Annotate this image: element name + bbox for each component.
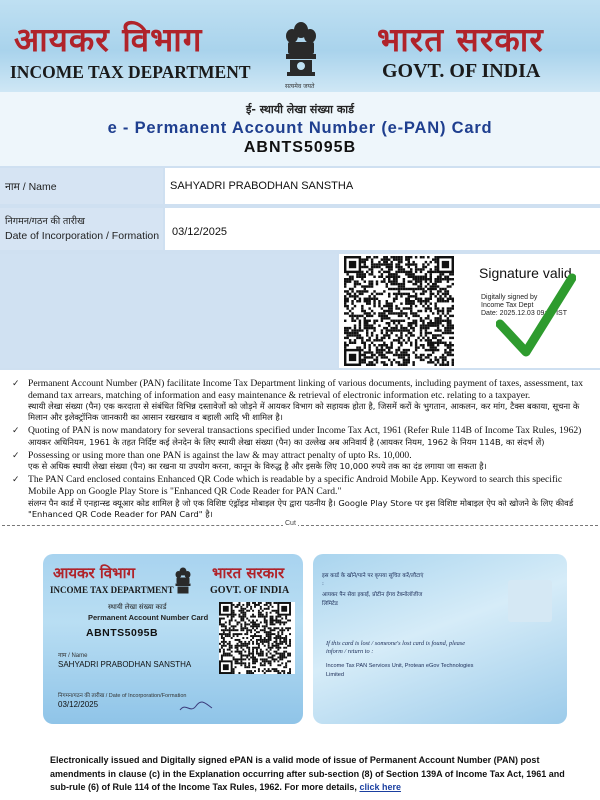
signature-line-3: Date: 2025.12.03 09:51 IST (481, 310, 568, 317)
card-back-english (326, 640, 476, 679)
signature-status: Signature valid (479, 265, 572, 281)
cut-line (2, 525, 598, 526)
govt-hindi: भारत सरकार (377, 20, 544, 59)
epan-title: e - Permanent Account Number (e-PAN) Card (107, 119, 493, 137)
card-back-english-address: Income Tax PAN Services Unit, Protean eGov Technologies Limited (326, 663, 474, 678)
card-govt-english: GOVT. OF INDIA (210, 585, 290, 596)
note-item (10, 378, 592, 423)
name-value: SAHYADRI PRABODHAN SANSTHA (170, 180, 354, 192)
note-hindi: संलग्न पैन कार्ड में एनहान्स्ड क्यूआर कोड शामिल है जो एक विशिष्ट एंड्रॉइड मोबाइल ऐप द्वारा पठनीय है। Google Play Store पर इस विशिष्ट मोबाइल ऐप को खोजने के लिए कीवर्ड "Enhanced QR Code Reader for PAN Card" है। (28, 497, 574, 519)
card-name-label: नाम / Name (58, 653, 88, 659)
card-back-english-lost: If this card is lost / someone's lost card is found, please inform / return to : (326, 640, 466, 656)
note-item (10, 474, 592, 519)
checkmark-icon (496, 272, 576, 358)
click-here-link[interactable]: click here (359, 782, 401, 792)
note-hindi: आयकर अधिनियम, 1961 के तहत निर्दिष्ट कई लेनदेन के लिए स्थायी लेखा संख्या (पैन) का उल्लेख अब अनिवार्य है (आयकर नियम, 1962 के नियम 114B, का संदर्भ लें) (28, 436, 545, 447)
card-back-hindi-lost: इस कार्ड के खोने/पाने पर कृपया सूचित करें/लौटाएं : (322, 573, 424, 588)
date-value: 03/12/2025 (172, 226, 228, 238)
note-english: Quoting of PAN is now mandatory for several transactions specified under Income Tax Act, 1961 (Refer Rule 114B of Income Tax Rules, 1962) (28, 425, 582, 437)
card-qr-code (219, 602, 295, 674)
card-back-hindi (322, 572, 426, 608)
card-back-hindi-address: आयकर पैन सेवा इकाई, प्रोटीन ईगव टेक्नोलॉजीज लिमिटेड (322, 592, 423, 607)
check-bullet-icon: ✓ (12, 425, 20, 436)
note-item (10, 425, 592, 448)
dept-hindi: आयकर विभाग (14, 20, 203, 59)
card-date-label: निगमन/गठन की तारीख / Date of Incorporation/Formation (58, 693, 187, 699)
check-bullet-icon: ✓ (12, 378, 20, 388)
qr-code (344, 256, 456, 366)
card-title-english: Permanent Account Number Card (88, 613, 209, 622)
card-name-value: SAHYADRI PRABODHAN SANSTHA (58, 660, 192, 669)
card-dept-english: INCOME TAX DEPARTMENT (50, 585, 174, 595)
check-bullet-icon: ✓ (12, 449, 20, 460)
card-signature-mark (178, 700, 214, 714)
footer-note (50, 754, 570, 795)
signature-line-1: Digitally signed by (481, 294, 538, 301)
card-dept-hindi: आयकर विभाग (53, 564, 136, 582)
signature-line-2: Income Tax Dept (481, 302, 534, 309)
card-title-hindi: स्थायी लेखा संख्या कार्ड (108, 604, 167, 611)
govt-english: GOVT. OF INDIA (382, 60, 541, 82)
card-govt-hindi: भारत सरकार (212, 564, 285, 582)
note-hindi: एक से अधिक स्थायी लेखा संख्या (पैन) का रखना या उपयोग करना, कानून के विरुद्ध है और इसके लिए 10,000 रुपये तक का दंड लगाया जा सकता है। (28, 461, 487, 472)
notes-section (10, 378, 592, 520)
note-hindi: स्थायी लेखा संख्या (पैन) एक करदाता से संबंधित विभिन्न दस्तावेजों को जोड़ने में आयकर विभाग को सहायक होता है, जिसमें करों के भुगतान, आकलन, कर मांग, टैक्स बकाया, सूचना के मिलान और इलेक्ट्रॉनिक जानकारी का आसान रखरखाव व बहाली आदि भी शामिल है। (28, 401, 580, 423)
name-label: नाम / Name (5, 181, 57, 193)
note-english: Permanent Account Number (PAN) facilitate Income Tax Department linking of various documents, including payment of taxes, assessment, tax demand tax arrears, matching of information and easy maintenance & retrieval of electronic information etc. relating to a taxpayer. (28, 378, 584, 401)
date-label: Date of Incorporation / Formation (5, 230, 160, 242)
card-back-hologram (508, 580, 552, 622)
qr-blank-cell (0, 254, 337, 368)
date-label-hindi: निगमन/गठन की तारीख (5, 216, 85, 227)
dept-english: INCOME TAX DEPARTMENT (10, 62, 251, 82)
emblem-motto: सत्यमेव जयते (285, 83, 315, 90)
card-emblem-icon (174, 566, 192, 596)
check-bullet-icon: ✓ (12, 474, 20, 485)
note-english: The PAN Card enclosed contains Enhanced QR Code which is readable by a specific Android Mobile App. Keyword to search this specific Mobile App on Google Play Store is "Enhanced QR Code Reader for PAN Card." (28, 474, 563, 497)
date-value-cell (165, 208, 600, 250)
note-english: Possessing or using more than one PAN is against the law & may attract penalty of upto Rs. 10,000. (28, 449, 412, 461)
national-emblem-icon (283, 20, 319, 82)
card-pan-number: ABNTS5095B (86, 627, 159, 639)
epan-title-hindi: ई- स्थायी लेखा संख्या कार्ड (245, 103, 355, 116)
pan-number: ABNTS5095B (243, 139, 357, 156)
footer-text: Electronically issued and Digitally signed ePAN is a valid mode of issue of Permanent Account Number (PAN) post amendments in clause (c) in the Explanation occurring after sub-section (8) of Section 139A of Income Tax Act, 1961 and sub-rule (6) of Rule 114 of the Income Tax Rules, 1962. For more details, (50, 755, 565, 792)
card-date-value: 03/12/2025 (58, 700, 99, 709)
cut-label: Cut (285, 520, 296, 527)
note-item (10, 450, 592, 473)
